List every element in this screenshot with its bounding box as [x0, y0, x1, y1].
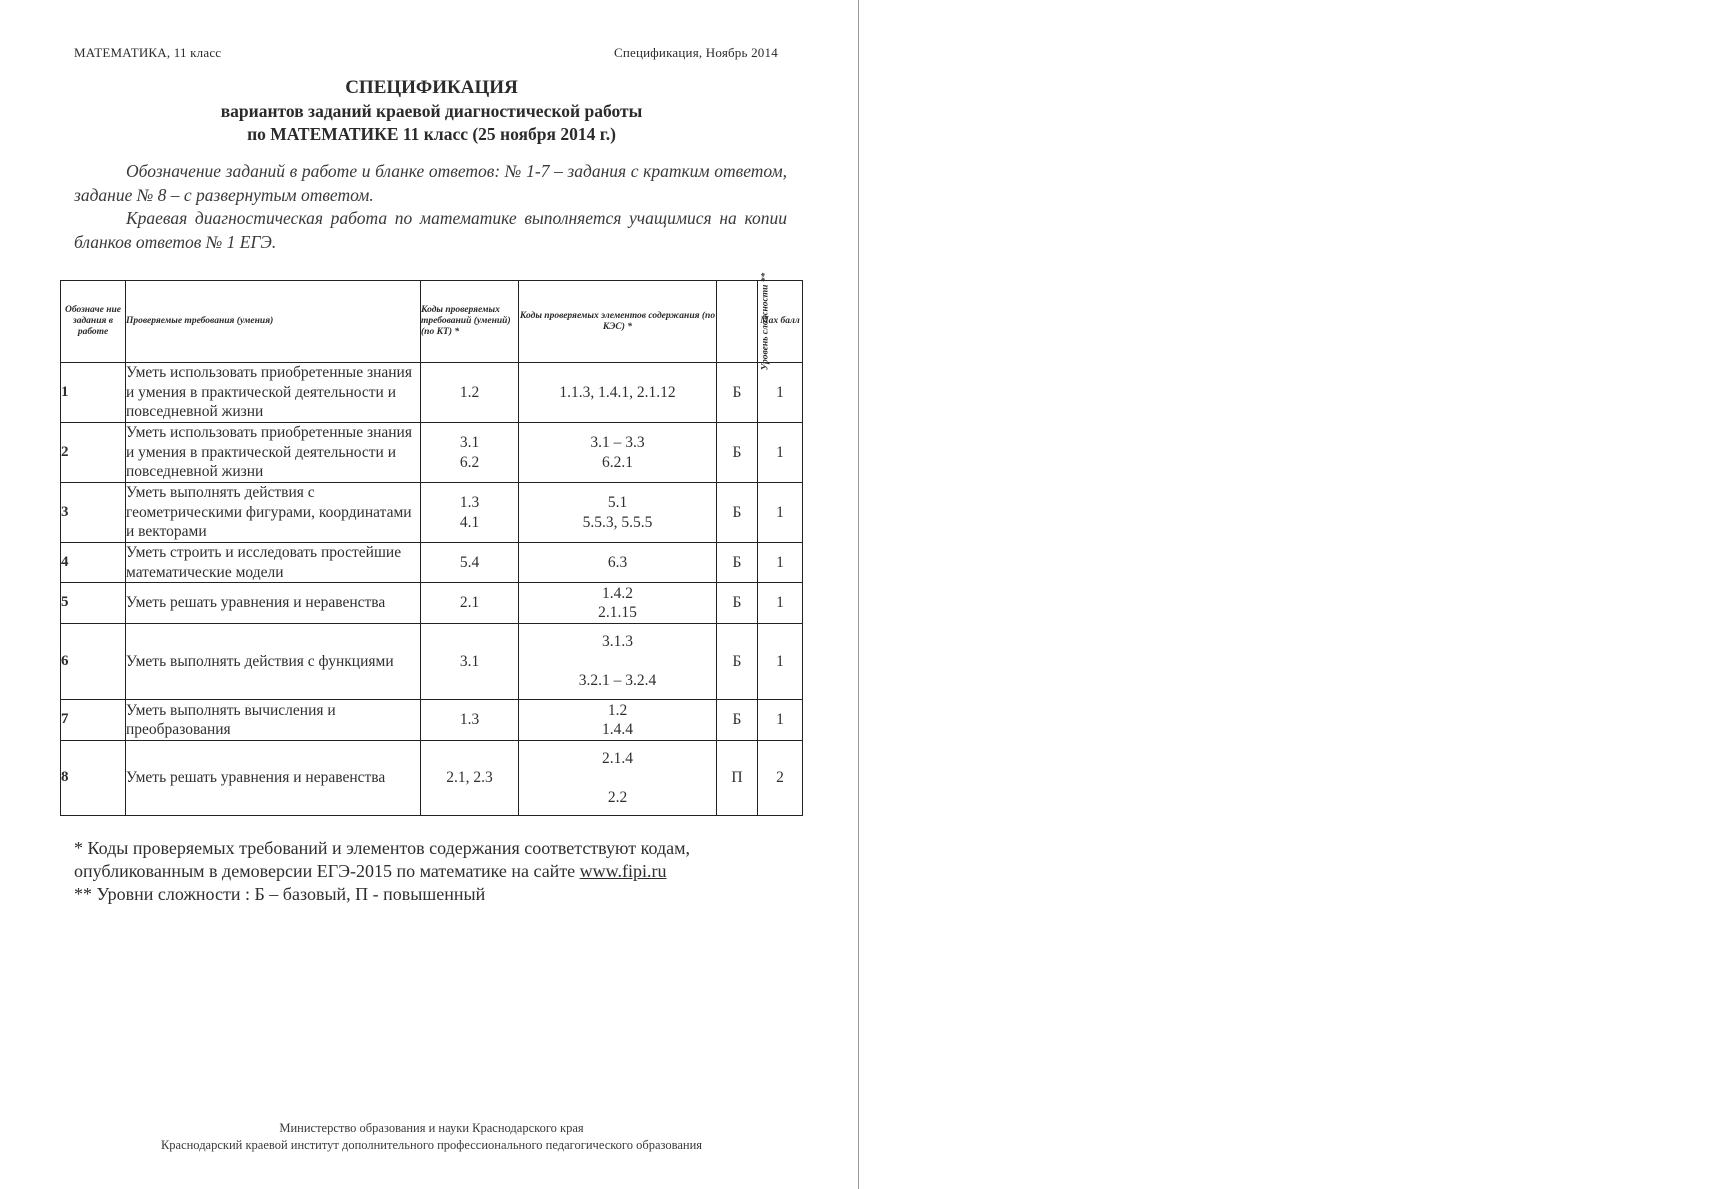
table-row — [61, 483, 803, 543]
header-max-score: Мах балл — [758, 281, 803, 363]
cell-difficulty-level: Б — [717, 583, 758, 624]
cell-difficulty-level: Б — [717, 423, 758, 483]
cell-kes-codes: 1.2 1.4.4 — [519, 700, 717, 741]
table-row — [61, 624, 803, 700]
cell-max-score: 1 — [758, 700, 803, 741]
table-body — [61, 363, 803, 816]
footer-ministry: Министерство образования и науки Краснодарского края — [279, 1121, 584, 1135]
cell-difficulty-level: П — [717, 741, 758, 816]
title-line-2: вариантов заданий краевой диагностической работы — [220, 101, 643, 121]
header-requirements: Проверяемые требования (умения) — [126, 281, 421, 363]
footnotes — [74, 837, 794, 906]
table-row — [61, 363, 803, 423]
cell-max-score: 1 — [758, 543, 803, 583]
cell-task-number: 2 — [61, 423, 126, 483]
cell-kt-codes: 1.3 — [421, 700, 519, 741]
cell-task-number: 3 — [61, 483, 126, 543]
cell-kt-codes: 2.1, 2.3 — [421, 741, 519, 816]
cell-requirement: Уметь строить и исследовать простейшие математические модели — [126, 543, 421, 583]
table-row — [61, 700, 803, 741]
footnote-source-text: опубликованным в демоверсии ЕГЭ-2015 по математике на сайте — [74, 861, 580, 881]
cell-difficulty-level: Б — [717, 483, 758, 543]
cell-kes-codes: 6.3 — [519, 543, 717, 583]
cell-requirement: Уметь использовать приобретенные знания и умения в практической деятельности и повседневной жизни — [126, 363, 421, 423]
cell-kt-codes: 2.1 — [421, 583, 519, 624]
cell-difficulty-level: Б — [717, 543, 758, 583]
table-row — [61, 543, 803, 583]
footnote-levels: ** Уровни сложности : Б – базовый, П - повышенный — [74, 884, 486, 904]
cell-difficulty-level: Б — [717, 363, 758, 423]
cell-kt-codes: 5.4 — [421, 543, 519, 583]
cell-requirement: Уметь выполнять действия с геометрическими фигурами, координатами и векторами — [126, 483, 421, 543]
running-header-doc: Спецификация, Ноябрь 2014 — [614, 45, 778, 60]
cell-difficulty-level: Б — [717, 624, 758, 700]
table-header-row — [61, 281, 803, 363]
title-line-1: СПЕЦИФИКАЦИЯ — [345, 77, 518, 98]
cell-max-score: 1 — [758, 483, 803, 543]
cell-kt-codes: 1.2 — [421, 363, 519, 423]
intro-paragraph-2: Краевая диагностическая работа по математике выполняется учащимися на копии бланков ответов № 1 ЕГЭ. — [74, 208, 787, 252]
footnote-source — [74, 860, 794, 883]
cell-task-number: 4 — [61, 543, 126, 583]
cell-kt-codes: 1.3 4.1 — [421, 483, 519, 543]
page-footer — [74, 1120, 789, 1154]
header-kes-codes: Коды проверяемых элементов содержания (по КЭС) * — [519, 281, 717, 363]
cell-kes-codes: 2.1.4 2.2 — [519, 741, 717, 816]
cell-max-score: 1 — [758, 423, 803, 483]
cell-task-number: 7 — [61, 700, 126, 741]
header-task-number: Обозначе ние задания в работе — [61, 281, 126, 363]
table-row — [61, 741, 803, 816]
cell-requirement: Уметь решать уравнения и неравенства — [126, 583, 421, 624]
cell-max-score: 2 — [758, 741, 803, 816]
running-header-subject: МАТЕМАТИКА, 11 класс — [74, 45, 222, 60]
cell-requirement: Уметь решать уравнения и неравенства — [126, 741, 421, 816]
cell-max-score: 1 — [758, 363, 803, 423]
cell-kes-codes: 3.1.3 3.2.1 – 3.2.4 — [519, 624, 717, 700]
footer-institute: Краснодарский краевой институт дополнительного профессионального педагогического образования — [160, 1138, 703, 1152]
cell-kt-codes: 3.1 6.2 — [421, 423, 519, 483]
document-title — [74, 76, 789, 146]
cell-max-score: 1 — [758, 624, 803, 700]
specification-table — [60, 272, 803, 816]
cell-kes-codes: 5.1 5.5.3, 5.5.5 — [519, 483, 717, 543]
cell-kes-codes: 3.1 – 3.3 6.2.1 — [519, 423, 717, 483]
cell-task-number: 5 — [61, 583, 126, 624]
footnote-codes: * Коды проверяемых требований и элементов содержания соответствуют кодам, — [74, 838, 690, 858]
cell-difficulty-level: Б — [717, 700, 758, 741]
cell-max-score: 1 — [758, 583, 803, 624]
header-kt-codes: Коды проверяемых требований (умений) (по КТ) * — [421, 281, 519, 363]
table-row — [61, 423, 803, 483]
cell-kes-codes: 1.1.3, 1.4.1, 2.1.12 — [519, 363, 717, 423]
cell-task-number: 8 — [61, 741, 126, 816]
cell-requirement: Уметь использовать приобретенные знания и умения в практической деятельности и повседневной жизни — [126, 423, 421, 483]
cell-task-number: 1 — [61, 363, 126, 423]
intro-paragraph-1: Обозначение заданий в работе и бланке ответов: № 1-7 – задания с кратким ответом, задание № 8 – с развернутым ответом. — [74, 161, 787, 205]
header-difficulty-label: Уровень сложности ** — [760, 272, 771, 371]
table-row — [61, 583, 803, 624]
cell-requirement: Уметь выполнять вычисления и преобразования — [126, 700, 421, 741]
cell-kes-codes: 1.4.2 2.1.15 — [519, 583, 717, 624]
header-difficulty — [717, 272, 771, 371]
cell-task-number: 6 — [61, 624, 126, 700]
cell-requirement: Уметь выполнять действия с функциями — [126, 624, 421, 700]
title-line-3: по МАТЕМАТИКЕ 11 класс (25 ноября 2014 г.) — [247, 124, 616, 144]
fipi-link[interactable]: www.fipi.ru — [579, 861, 667, 881]
cell-kt-codes: 3.1 — [421, 624, 519, 700]
intro-text — [74, 160, 787, 254]
blank-page — [859, 0, 1716, 1189]
